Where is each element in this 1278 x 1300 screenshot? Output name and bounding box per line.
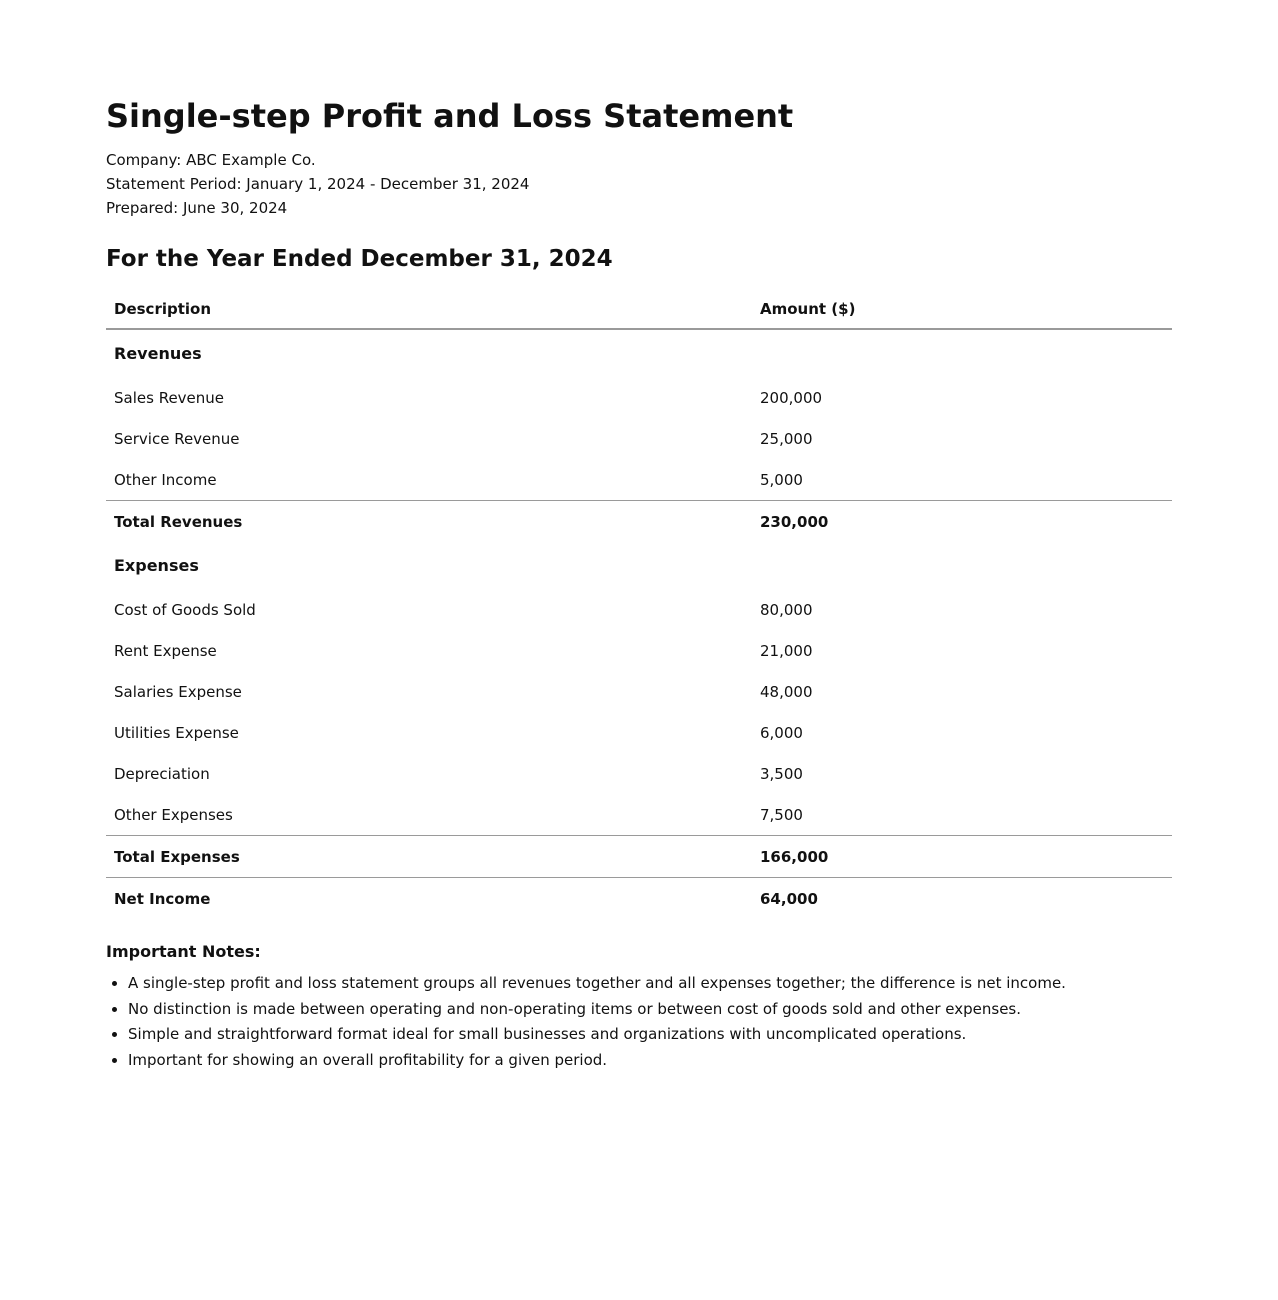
table-header-row	[106, 289, 1172, 329]
list-item: • Important for showing an overall profitability for a given period.	[128, 1048, 1066, 1074]
net-income-row	[106, 878, 1172, 920]
row-description: Salaries Expense	[114, 682, 242, 701]
table-row	[106, 671, 1172, 712]
row-description: Depreciation	[114, 764, 210, 783]
notes-list	[106, 971, 1066, 1073]
table-row	[106, 418, 1172, 459]
list-item: • Simple and straightforward format ideal for small businesses and organizations with uncomplicated operations.	[128, 1022, 1066, 1048]
total-revenues-row	[106, 501, 1172, 543]
prepared-line: Prepared: June 30, 2024	[106, 199, 288, 217]
revenues-section-row	[106, 329, 1172, 377]
row-amount: 48,000	[760, 682, 813, 701]
list-item: • No distinction is made between operating and non-operating items or between cost of goods sold and other expenses.	[128, 997, 1066, 1023]
expenses-heading: Expenses	[114, 556, 199, 575]
row-amount: 200,000	[760, 388, 823, 407]
total-expenses-amount: 166,000	[752, 836, 1172, 878]
table-row	[106, 630, 1172, 671]
row-amount: 7,500	[760, 805, 803, 824]
net-income-amount: 64,000	[752, 878, 1172, 920]
total-expenses-label: Total Expenses	[106, 836, 752, 878]
row-description: Service Revenue	[114, 429, 240, 448]
column-header-amount: Amount ($)	[752, 289, 1172, 329]
table-row	[106, 589, 1172, 630]
section-subtitle: For the Year Ended December 31, 2024	[106, 246, 613, 272]
page-title: Single-step Profit and Loss Statement	[106, 97, 794, 135]
table-row	[106, 712, 1172, 753]
total-revenues-amount: 230,000	[752, 501, 1172, 543]
total-revenues-label: Total Revenues	[106, 501, 752, 543]
expenses-section-row	[106, 542, 1172, 589]
row-description: Other Income	[114, 470, 217, 489]
row-amount: 80,000	[760, 600, 813, 619]
table-row	[106, 377, 1172, 418]
row-description: Sales Revenue	[114, 388, 225, 407]
notes-title: Important Notes:	[106, 942, 261, 961]
row-description: Other Expenses	[114, 805, 233, 824]
net-income-label: Net Income	[106, 878, 752, 920]
statement-meta	[106, 148, 529, 220]
period-line: Statement Period: January 1, 2024 - December 31, 2024	[106, 175, 530, 193]
row-description: Utilities Expense	[114, 723, 239, 742]
revenues-heading: Revenues	[114, 344, 202, 363]
row-description: Cost of Goods Sold	[114, 600, 256, 619]
list-item: • A single-step profit and loss statement groups all revenues together and all expenses together; the difference is net income.	[128, 971, 1066, 997]
total-expenses-row	[106, 836, 1172, 878]
row-amount: 3,500	[760, 764, 803, 783]
company-line: Company: ABC Example Co.	[106, 151, 316, 169]
row-amount: 6,000	[760, 723, 803, 742]
row-amount: 5,000	[760, 470, 803, 489]
row-amount: 21,000	[760, 641, 813, 660]
row-amount: 25,000	[760, 429, 813, 448]
pl-table	[106, 289, 1172, 919]
row-description: Rent Expense	[114, 641, 217, 660]
table-row	[106, 794, 1172, 836]
column-header-description: Description	[106, 289, 752, 329]
table-row	[106, 459, 1172, 501]
table-row	[106, 753, 1172, 794]
